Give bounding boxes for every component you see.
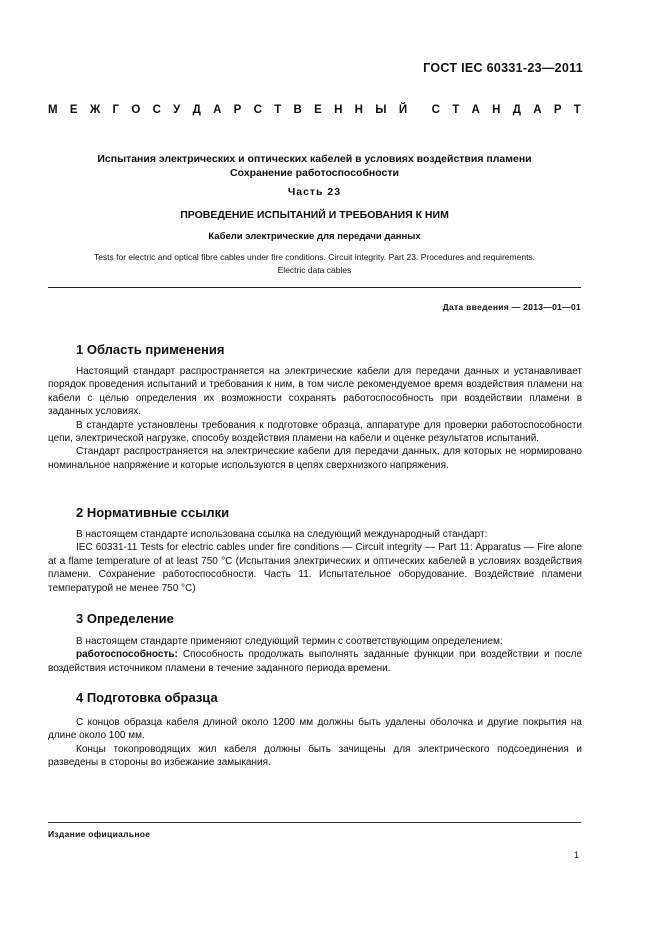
normative-reference: IEC 60331-11 Tests for electric cables under fire conditions — Circuit integrity — Part 11: Apparatus — Fire alone at a flame temperature of at least 750 °C (Испытания электрических и оптических кабелей в условиях воздействия пламени. Сохранение работоспособности. Часть 11. Испытательное оборудование. Воздействие пламени температурой не менее 750 °С) [48, 542, 582, 594]
definition-text: Способность продолжать выполнять заданные функции при воздействии и после воздействия источником пламени в течение заданного периода времени. [48, 649, 582, 674]
page-number: 1 [573, 850, 579, 860]
english-title-line-1: Tests for electric and optical fibre cables under fire conditions. Circuit integrity. Part 23. Procedures and requirements. [93, 252, 536, 262]
banner-letter: А [213, 104, 222, 116]
interstate-standard-banner [48, 104, 581, 116]
banner-letter: Ж [89, 104, 101, 116]
cables-subtitle: Кабели электрические для передачи данных [208, 231, 421, 242]
banner-letter: Г [112, 104, 120, 116]
banner-letter: Т [573, 104, 581, 116]
banner-letter: Н [492, 104, 501, 116]
title-divider [48, 287, 581, 288]
banner-letter: У [173, 104, 181, 116]
section-2-body [48, 528, 582, 595]
banner-letter: Т [274, 104, 282, 116]
banner-letter: С [152, 104, 161, 116]
footer-divider [48, 822, 581, 823]
banner-letter: Н [354, 104, 363, 116]
banner-letter: А [533, 104, 542, 116]
title-line-2: Сохранение работоспособности [230, 167, 399, 179]
banner-letter: Ы [375, 104, 387, 116]
section-1-heading: 1 Область применения [76, 342, 225, 357]
banner-letter: Т [452, 104, 460, 116]
part-label: Часть 23 [287, 186, 342, 198]
section-1-body [48, 365, 582, 472]
banner-letter: В [293, 104, 302, 116]
document-title [48, 152, 581, 180]
banner-letter: Е [69, 104, 78, 116]
banner-letter: С [253, 104, 262, 116]
banner-letter: М [48, 104, 58, 116]
section-3-paragraph: В настоящем стандарте применяют следующий термин с соответствующим определением: [76, 636, 503, 647]
procedures-title: ПРОВЕДЕНИЕ ИСПЫТАНИЙ И ТРЕБОВАНИЯ К НИМ [180, 209, 449, 221]
section-4-heading: 4 Подготовка образца [76, 690, 218, 705]
section-1-paragraph: Настоящий стандарт распространяется на электрические кабели для передачи данных и устанавливает порядок проведения испытаний и требования к ним, в том числе рекомендуемое время воздействия пламени на кабели с целью определения их возможности сохранять работоспособность при воздействии пламени в заданных условиях. [48, 366, 582, 418]
banner-letter: Й [398, 104, 408, 116]
banner-letter: Н [334, 104, 343, 116]
section-3-heading: 3 Определение [76, 611, 174, 626]
gost-designation: ГОСТ IEC 60331-23—2011 [423, 61, 583, 75]
section-2-heading: 2 Нормативные ссылки [76, 505, 230, 520]
introduction-date: Дата введения — 2013—01—01 [442, 302, 581, 312]
banner-letter: С [431, 104, 440, 116]
banner-letter: Е [314, 104, 322, 116]
official-edition-label: Издание официальное [48, 829, 151, 839]
section-4-paragraph: Концы токопроводящих жил кабеля должны быть зачищены для электрического подсоединения и разведены в стороны во избежание замыкания. [48, 743, 582, 769]
english-title-line-2: Electric data cables [277, 265, 352, 275]
banner-letter: Р [233, 104, 242, 116]
section-4-body [48, 716, 582, 770]
banner-letter: Д [192, 104, 201, 116]
section-4-paragraph: С концов образца кабеля длиной около 1200 мм должны быть удалены оболочка и другие покрытия на длине около 100 мм. [48, 717, 582, 742]
banner-letter: Р [553, 104, 562, 116]
section-1-paragraph: В стандарте установлены требования к подготовке образца, аппаратуре для проверки работоспособности цепи, электрической нагрузке, способу воздействия пламени на кабели и оценке результатов испытаний. [48, 419, 582, 445]
section-2-paragraph: В настоящем стандарте использована ссылка на следующий международный стандарт: [76, 529, 488, 540]
banner-letter: Д [512, 104, 521, 116]
title-line-1: Испытания электрических и оптических кабелей в условиях воздействия пламени [97, 153, 532, 165]
banner-letter: А [471, 104, 480, 116]
section-1-paragraph: Стандарт распространяется на электрические кабели для передачи данных, для которых не нормировано номинальное напряжение и которые используются в цепях сверхнизкого напряжения. [48, 446, 582, 471]
banner-letter: О [131, 104, 141, 116]
definition-paragraph [48, 648, 582, 675]
section-3-body [48, 635, 582, 675]
defined-term: работоспособность: [76, 649, 178, 661]
english-title [40, 251, 589, 277]
